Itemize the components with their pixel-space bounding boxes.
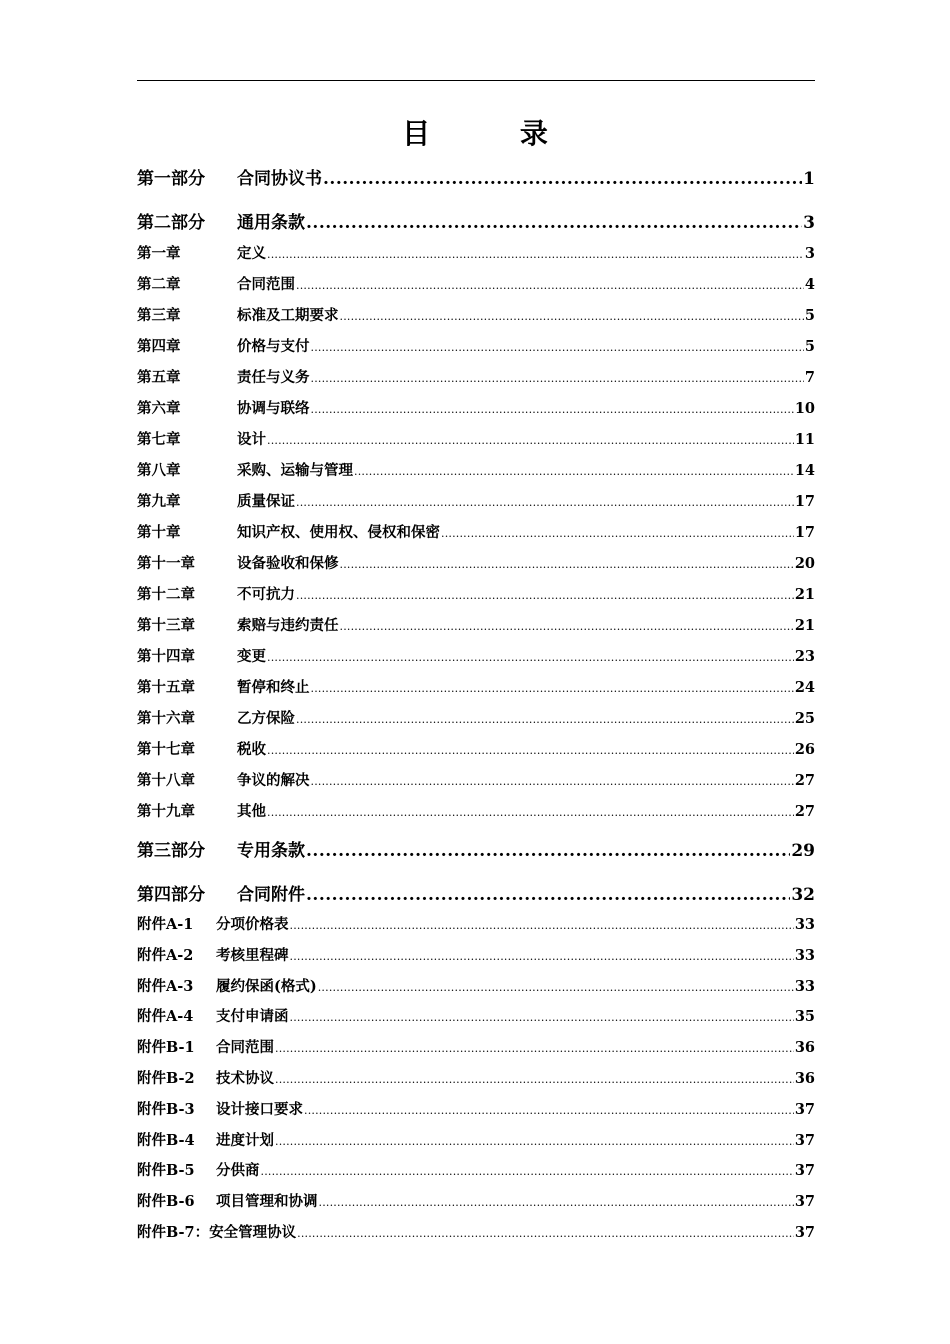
chapter-title: 合同范围	[237, 276, 295, 293]
toc-chapter[interactable]	[137, 331, 815, 362]
chapter-title: 其他	[237, 803, 266, 820]
chapter-number: 第五章	[137, 369, 181, 386]
page-number: 5	[804, 307, 815, 324]
chapter-title: 协调与联络	[237, 400, 310, 417]
part-title: 通用条款	[237, 213, 305, 233]
attachment-number: 附件B-4	[137, 1131, 195, 1149]
dot-leader	[267, 735, 794, 766]
page-number: 14	[794, 462, 815, 479]
dot-leader	[275, 1034, 794, 1065]
chapter-title: 价格与支付	[237, 338, 310, 355]
page-number: 20	[794, 555, 815, 572]
toc-chapter[interactable]	[137, 703, 815, 734]
page-number: 37	[794, 1162, 815, 1180]
dot-leader	[296, 704, 794, 735]
dot-leader	[275, 1065, 794, 1096]
dot-leader	[267, 642, 794, 673]
toc-attachment[interactable]	[137, 1156, 815, 1187]
page-number: 32	[791, 885, 815, 905]
dot-leader	[311, 363, 804, 394]
chapter-title: 标准及工期要求	[237, 307, 339, 324]
chapter-title: 争议的解决	[237, 772, 310, 789]
page-number: 3	[803, 213, 815, 233]
page-number: 36	[794, 1069, 815, 1087]
chapter-list	[137, 238, 815, 827]
attachment-number: 附件A-1	[137, 916, 194, 933]
toc-chapter[interactable]	[137, 455, 815, 486]
part-title: 合同协议书	[237, 169, 322, 189]
dot-leader	[354, 456, 794, 487]
page-number: 1	[803, 169, 815, 189]
page-number: 3	[804, 245, 815, 262]
chapter-title: 设备验收和保修	[237, 555, 339, 572]
dot-leader	[340, 611, 794, 642]
dot-leader	[340, 549, 794, 580]
dot-leader	[306, 207, 802, 239]
toc-attachment[interactable]	[137, 1064, 815, 1095]
chapter-title: 不可抗力	[237, 586, 295, 603]
dot-leader	[311, 394, 794, 425]
dot-leader	[311, 332, 804, 363]
chapter-number: 第二章	[137, 276, 181, 293]
dot-leader	[296, 580, 794, 611]
page-number: 37	[794, 1193, 815, 1211]
chapter-number: 第八章	[137, 462, 181, 479]
dot-leader	[340, 301, 804, 332]
attachment-number: 附件A-4	[137, 1008, 194, 1026]
page-number: 24	[794, 679, 815, 696]
page-number: 26	[794, 741, 815, 758]
attachment-number: 附件B-1	[137, 1039, 195, 1057]
page-number: 25	[794, 710, 815, 727]
chapter-number: 第九章	[137, 493, 181, 510]
dot-leader	[441, 518, 794, 549]
chapter-title: 税收	[237, 741, 266, 758]
chapter-title: 变更	[237, 648, 266, 665]
attachment-number: 附件B-3	[137, 1100, 195, 1118]
dot-leader	[296, 487, 794, 518]
dot-leader	[267, 797, 794, 828]
page-number: 36	[794, 1039, 815, 1057]
page-number: 11	[794, 431, 815, 448]
chapter-number: 第十一章	[137, 555, 195, 572]
page-number: 5	[804, 338, 815, 355]
toc-chapter[interactable]	[137, 300, 815, 331]
dot-leader	[318, 973, 794, 1004]
dot-leader	[319, 1188, 794, 1219]
attachment-number: 附件B-2	[137, 1069, 195, 1087]
dot-leader	[304, 1096, 794, 1127]
page-number: 17	[794, 493, 815, 510]
header-rule	[137, 80, 815, 81]
page-number: 21	[794, 617, 815, 634]
toc-attachment[interactable]	[137, 910, 815, 941]
attachment-title: 技术协议	[216, 1069, 274, 1087]
part-number: 第四部分	[137, 885, 205, 905]
page-number: 10	[794, 400, 815, 417]
dot-leader	[267, 239, 804, 270]
attachment-title: 履约保函(格式)	[216, 977, 317, 995]
dot-leader	[275, 1127, 794, 1158]
chapter-title: 索赔与违约责任	[237, 617, 339, 634]
toc-chapter[interactable]	[137, 393, 815, 424]
toc-chapter[interactable]	[137, 765, 815, 796]
chapter-number: 第十六章	[137, 710, 195, 727]
chapter-number: 第一章	[137, 245, 181, 262]
part-title: 专用条款	[237, 841, 305, 861]
toc-part-1[interactable]	[137, 163, 815, 207]
chapter-title: 设计	[237, 431, 266, 448]
attachment-title: 分供商	[216, 1162, 260, 1180]
dot-leader	[290, 911, 794, 942]
part-number: 第一部分	[137, 169, 205, 189]
attachment-number: 附件A-2	[137, 946, 194, 964]
toc-attachment[interactable]	[137, 1187, 815, 1218]
attachment-title: 合同范围	[216, 1039, 274, 1057]
chapter-number: 第十七章	[137, 741, 195, 758]
page-title: 目 录	[402, 117, 588, 150]
dot-leader	[311, 673, 794, 704]
page-number: 37	[794, 1131, 815, 1149]
dot-leader	[306, 879, 790, 911]
page-number: 7	[804, 369, 815, 386]
chapter-number: 第十四章	[137, 648, 195, 665]
chapter-number: 第六章	[137, 400, 181, 417]
toc-chapter[interactable]	[137, 269, 815, 300]
chapter-title: 责任与义务	[237, 369, 310, 386]
toc-chapter[interactable]	[137, 672, 815, 703]
page-number: 33	[794, 916, 815, 933]
page-number: 23	[794, 648, 815, 665]
page-number: 4	[804, 276, 815, 293]
attachment-title: 分项价格表	[216, 916, 289, 933]
toc-chapter[interactable]	[137, 641, 815, 672]
page-number: 29	[791, 841, 815, 861]
toc-chapter[interactable]	[137, 734, 815, 765]
attachment-title: 设计接口要求	[216, 1100, 303, 1118]
chapter-number: 第十二章	[137, 586, 195, 603]
toc-attachment[interactable]	[137, 1126, 815, 1157]
page-number: 37	[794, 1100, 815, 1118]
chapter-number: 第十章	[137, 524, 181, 541]
toc-attachment[interactable]	[137, 1095, 815, 1126]
chapter-title: 乙方保险	[237, 710, 295, 727]
chapter-number: 第十八章	[137, 772, 195, 789]
chapter-number: 第七章	[137, 431, 181, 448]
page-number: 17	[794, 524, 815, 541]
page-number: 33	[794, 977, 815, 995]
toc-chapter[interactable]	[137, 548, 815, 579]
toc-chapter[interactable]	[137, 424, 815, 455]
attachment-number: 附件B-5	[137, 1162, 195, 1180]
dot-leader	[290, 942, 794, 973]
toc-chapter[interactable]	[137, 517, 815, 548]
toc-chapter[interactable]	[137, 796, 815, 827]
toc-attachment[interactable]	[137, 941, 815, 972]
page-number: 21	[794, 586, 815, 603]
page-number: 35	[794, 1008, 815, 1026]
dot-leader	[306, 835, 790, 867]
attachment-number: 附件B-7：	[137, 1223, 210, 1241]
dot-leader	[267, 425, 794, 456]
chapter-number: 第三章	[137, 307, 181, 324]
dot-leader	[311, 766, 794, 797]
attachment-title: 安全管理协议	[209, 1223, 297, 1241]
attachment-title: 进度计划	[216, 1131, 274, 1149]
part-number: 第三部分	[137, 841, 205, 861]
toc-part-3[interactable]	[137, 835, 815, 879]
toc-attachment[interactable]	[137, 972, 815, 1003]
toc-attachment[interactable]	[137, 1002, 815, 1033]
page-number: 27	[794, 772, 815, 789]
chapter-title: 采购、运输与管理	[237, 462, 353, 479]
table-of-contents	[137, 163, 815, 1249]
dot-leader	[296, 270, 804, 301]
part-number: 第二部分	[137, 213, 205, 233]
toc-attachment[interactable]	[137, 1218, 815, 1249]
attachment-number: 附件B-6	[137, 1193, 195, 1211]
chapter-title: 知识产权、使用权、侵权和保密	[237, 524, 440, 541]
attachment-title: 考核里程碑	[216, 946, 289, 964]
chapter-number: 第十九章	[137, 803, 195, 820]
page-number: 33	[794, 946, 815, 964]
toc-attachment[interactable]	[137, 1033, 815, 1064]
attachment-list	[137, 910, 815, 1249]
dot-leader	[297, 1219, 794, 1250]
attachment-title: 项目管理和协调	[216, 1193, 318, 1211]
chapter-title: 质量保证	[237, 493, 295, 510]
dot-leader	[261, 1157, 794, 1188]
toc-chapter[interactable]	[137, 238, 815, 269]
chapter-number: 第十三章	[137, 617, 195, 634]
page-number: 27	[794, 803, 815, 820]
attachment-title: 支付申请函	[216, 1008, 289, 1026]
chapter-number: 第四章	[137, 338, 181, 355]
toc-chapter[interactable]	[137, 610, 815, 641]
part-title: 合同附件	[237, 885, 305, 905]
chapter-number: 第十五章	[137, 679, 195, 696]
chapter-title: 暂停和终止	[237, 679, 310, 696]
chapter-title: 定义	[237, 245, 266, 262]
toc-chapter[interactable]	[137, 362, 815, 393]
attachment-number: 附件A-3	[137, 977, 194, 995]
toc-chapter[interactable]	[137, 579, 815, 610]
dot-leader	[290, 1003, 794, 1034]
dot-leader	[323, 163, 802, 195]
page-number: 37	[794, 1223, 815, 1241]
toc-chapter[interactable]	[137, 486, 815, 517]
